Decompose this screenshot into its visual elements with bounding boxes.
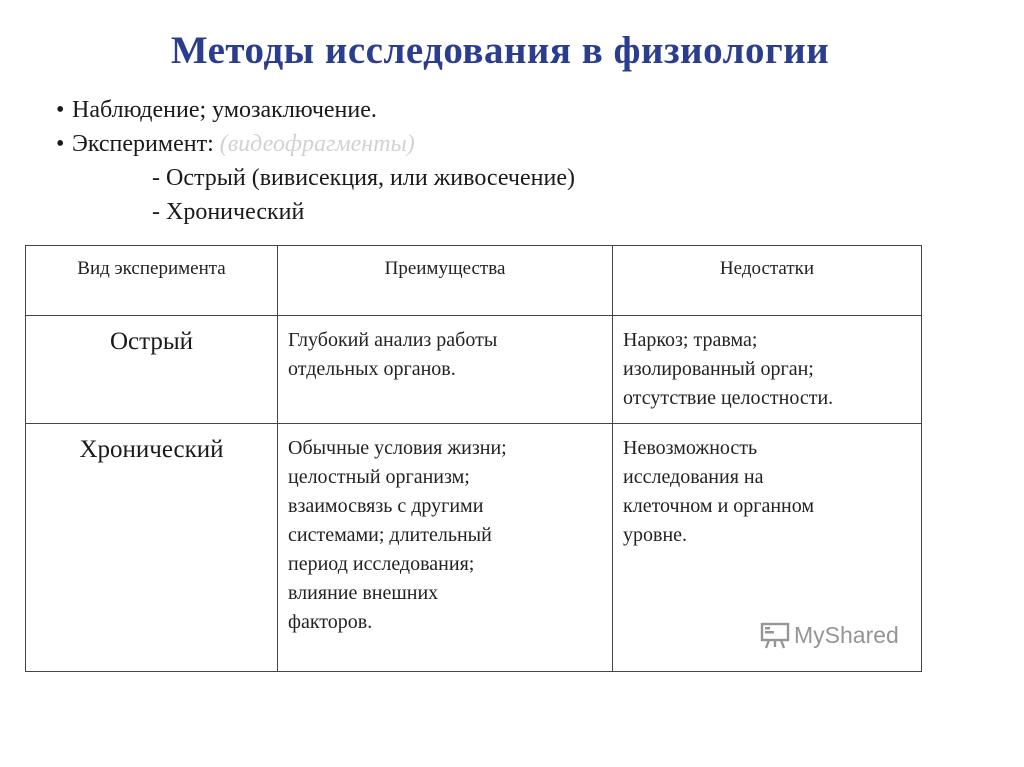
header-advantages: Преимущества xyxy=(278,246,613,316)
cell-line: факторов. xyxy=(288,611,373,633)
kind-cell: Хронический xyxy=(26,424,278,672)
myshared-watermark xyxy=(760,621,899,649)
cell-line: клеточном и органном xyxy=(623,495,815,517)
cell-line: Глубокий анализ работы xyxy=(288,329,498,351)
bullet-item-observation xyxy=(56,93,575,127)
sub-item-chronic: - Хронический xyxy=(152,199,305,225)
cell-line: исследования на xyxy=(623,466,764,488)
video-fragments-link[interactable]: (видеофрагменты) xyxy=(219,131,415,157)
bullet-text: Эксперимент: xyxy=(72,131,220,157)
experiments-table xyxy=(25,245,922,672)
presentation-board-icon xyxy=(760,621,790,649)
cell-line: взаимосвязь с другими xyxy=(288,495,484,517)
header-kind: Вид эксперимента xyxy=(26,246,278,316)
bullet-dot: • xyxy=(56,131,65,157)
bullet-dot: • xyxy=(56,97,65,123)
cell-line: целостный организм; xyxy=(288,466,470,488)
table-header-row xyxy=(26,246,922,316)
kind-cell: Острый xyxy=(26,316,278,424)
advantages-cell xyxy=(278,316,613,424)
bullet-text: Наблюдение; умозаключение. xyxy=(72,97,377,123)
disadvantages-cell xyxy=(613,316,922,424)
cell-line: изолированный орган; xyxy=(623,358,814,380)
cell-line: период исследования; xyxy=(288,553,475,575)
watermark-text: MyShared xyxy=(794,621,899,648)
header-disadvantages: Недостатки xyxy=(613,246,922,316)
sub-item-acute: - Острый (вивисекция, или живосечение) xyxy=(152,165,575,191)
cell-line: Наркоз; травма; xyxy=(623,329,758,351)
bullet-item-experiment xyxy=(56,127,575,161)
cell-line: отдельных органов. xyxy=(288,358,456,380)
cell-line: влияние внешних xyxy=(288,582,439,604)
cell-line: отсутствие целостности. xyxy=(623,387,834,409)
bullet-list xyxy=(56,93,575,229)
advantages-cell xyxy=(278,424,613,672)
table-row xyxy=(26,316,922,424)
cell-line: Обычные условия жизни; xyxy=(288,437,507,459)
slide-title: Методы исследования в физиологии xyxy=(170,29,830,72)
cell-line: Невозможность xyxy=(623,437,758,459)
cell-line: системами; длительный xyxy=(288,524,492,546)
cell-line: уровне. xyxy=(623,524,688,546)
